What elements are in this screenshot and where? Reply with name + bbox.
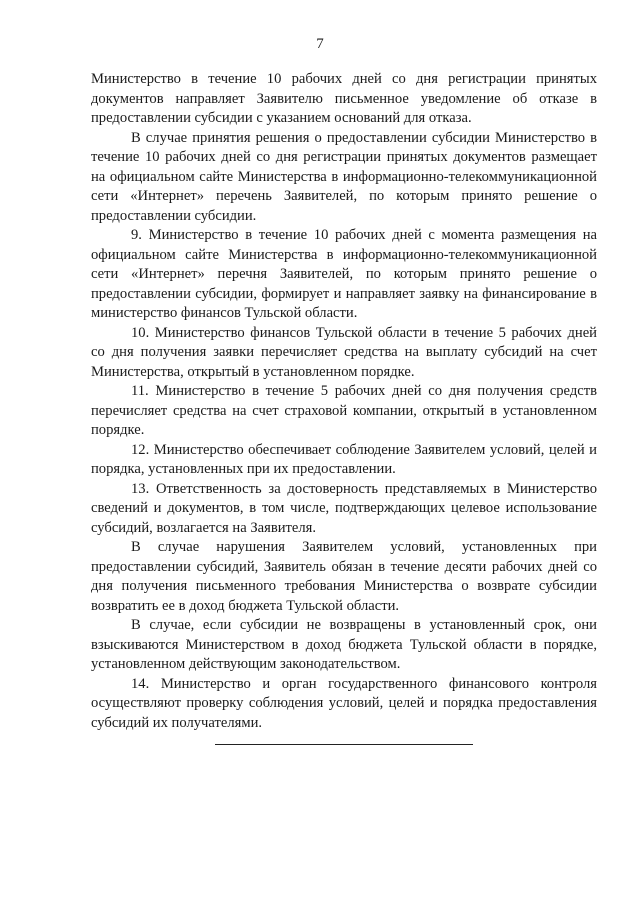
paragraph: 11. Министерство в течение 5 рабочих дней со дня получения средств перечисляет средства на счет страховой компании, открытый в установленном порядке. <box>91 383 597 438</box>
paragraph: В случае, если субсидии не возвращены в установленный срок, они взыскиваются Министерством в доход бюджета Тульской области в порядке, установленном действующим законодательством. <box>91 617 597 672</box>
page-number: 7 <box>316 36 324 52</box>
paragraph: 10. Министерство финансов Тульской области в течение 5 рабочих дней со дня получения заявки перечисляет средства на выплату субсидий на счет Министерства, открытый в установленном порядке. <box>91 324 597 380</box>
document-body <box>91 70 597 733</box>
paragraph: 12. Министерство обеспечивает соблюдение Заявителем условий, целей и порядка, установленных при их предоставлении. <box>91 441 597 477</box>
paragraph: Министерство в течение 10 рабочих дней со дня регистрации принятых документов направляет Заявителю письменное уведомление об отказе в предоставлении субсидии с указанием оснований для отказа. <box>91 71 597 126</box>
end-of-document-line <box>215 744 473 745</box>
paragraph: 14. Министерство и орган государственного финансового контроля осуществляют проверку соблюдения условий, целей и порядка предоставления субсидий их получателями. <box>91 675 597 731</box>
paragraph: В случае нарушения Заявителем условий, установленных при предоставлении субсидий, Заявитель обязан в течение десяти рабочих дней со дня получения письменного требования Министерства о возврате субсидии возвратить ее в доход бюджета Тульской области. <box>91 539 597 614</box>
paragraph: 9. Министерство в течение 10 рабочих дней с момента размещения на официальном сайте Министерства в информационно-телекоммуникационной сети «Интернет» перечня Заявителей, по которым принято решение о предоставлении субсидии, формирует и направляет заявку на финансирование в министерство финансов Тульской области. <box>91 227 597 321</box>
paragraph: 13. Ответственность за достоверность представляемых в Министерство сведений и документов, в том числе, подтверждающих целевое использование субсидий, возлагается на Заявителя. <box>91 480 597 536</box>
paragraph: В случае принятия решения о предоставлении субсидии Министерство в течение 10 рабочих дней со дня регистрации принятых документов размещает на официальном сайте Министерства в информационно-телекоммуникационной сети «Интернет» перечень Заявителей, по которым принято решение о предоставлении субсидии. <box>91 129 597 224</box>
